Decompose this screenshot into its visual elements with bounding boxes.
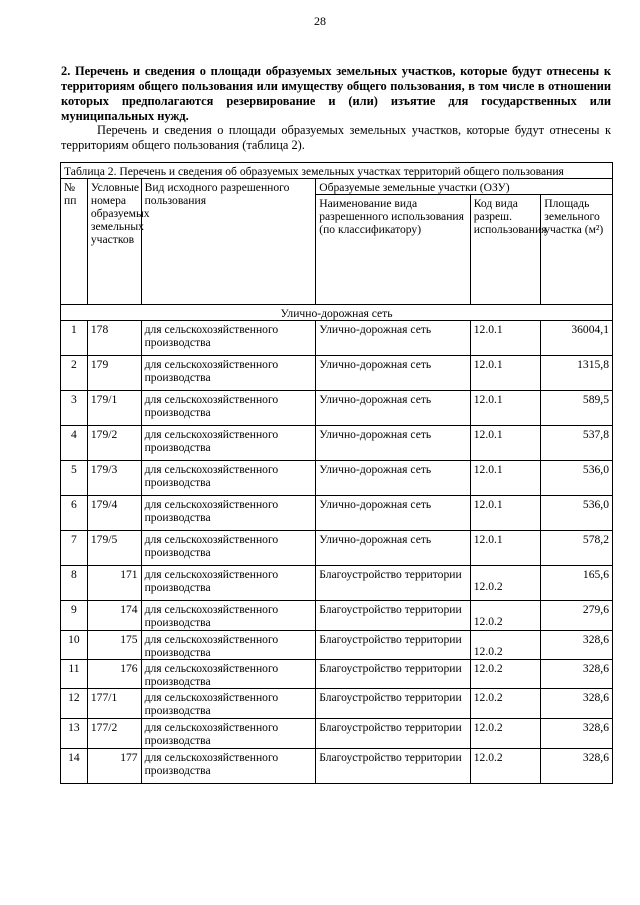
- initial-use-type: для сельскохозяйственного производства: [141, 749, 316, 784]
- use-type-code: [470, 601, 541, 631]
- use-type-name: Улично-дорожная сеть: [316, 391, 470, 426]
- plot-area: 1315,8: [541, 356, 613, 391]
- row-number: 12: [61, 689, 88, 719]
- section-heading: 2. Перечень и сведения о площади образуемых земельных участков, которые будут отнесены к территориям общего пользования или имуществу общего пользования, в том числе в отношении которых предполагаются резервирование и (или) изъятие для государственных или муниципальных нужд.: [61, 64, 611, 123]
- page-number: 28: [314, 14, 326, 28]
- plot-area: 328,6: [541, 719, 613, 749]
- table-row: [61, 566, 613, 601]
- conditional-number: 178: [87, 321, 141, 356]
- row-number: 4: [61, 426, 88, 461]
- initial-use-type: для сельскохозяйственного производства: [141, 426, 316, 461]
- plot-area: 36004,1: [541, 321, 613, 356]
- use-type-code: 12.0.1: [470, 461, 541, 496]
- table-caption-row: [61, 163, 613, 179]
- initial-use-type: для сельскохозяйственного производства: [141, 601, 316, 631]
- plot-area: 328,6: [541, 689, 613, 719]
- row-number: 10: [61, 631, 88, 660]
- table-row: [61, 660, 613, 689]
- conditional-number: 171: [87, 566, 141, 601]
- header-no: № пп: [61, 179, 88, 305]
- use-type-name: Улично-дорожная сеть: [316, 531, 470, 566]
- header-area: Площадь земельного участка (м²): [541, 195, 613, 305]
- table-row: [61, 531, 613, 566]
- row-number: 2: [61, 356, 88, 391]
- plot-area: 536,0: [541, 496, 613, 531]
- plot-area: 537,8: [541, 426, 613, 461]
- table-row: [61, 391, 613, 426]
- use-type-code: 12.0.2: [470, 660, 541, 689]
- use-type-code: 12.0.1: [470, 356, 541, 391]
- table-row: [61, 719, 613, 749]
- use-type-code-text: 12.0.2: [473, 615, 503, 628]
- row-number: 5: [61, 461, 88, 496]
- initial-use-type: для сельскохозяйственного производства: [141, 356, 316, 391]
- conditional-number: 176: [87, 660, 141, 689]
- use-type-name: Улично-дорожная сеть: [316, 356, 470, 391]
- plot-area: 578,2: [541, 531, 613, 566]
- initial-use-type: для сельскохозяйственного производства: [141, 461, 316, 496]
- conditional-number: 177/1: [87, 689, 141, 719]
- header-code: Код вида разреш. использования: [470, 195, 541, 305]
- conditional-number: 175: [87, 631, 141, 660]
- initial-use-type: для сельскохозяйственного производства: [141, 391, 316, 426]
- plot-area: 536,0: [541, 461, 613, 496]
- initial-use-type: для сельскохозяйственного производства: [141, 719, 316, 749]
- use-type-code: 12.0.1: [470, 531, 541, 566]
- use-type-name: Улично-дорожная сеть: [316, 321, 470, 356]
- plot-area: 328,6: [541, 749, 613, 784]
- initial-use-type: для сельскохозяйственного производства: [141, 566, 316, 601]
- use-type-name: Благоустройство территории: [316, 719, 470, 749]
- use-type-name: Благоустройство территории: [316, 566, 470, 601]
- conditional-number: 179/3: [87, 461, 141, 496]
- conditional-number: 179/1: [87, 391, 141, 426]
- table-row: [61, 496, 613, 531]
- use-type-code: 12.0.1: [470, 426, 541, 461]
- table-row: [61, 321, 613, 356]
- header-name: Наименование вида разрешенного использования (по классификатору): [316, 195, 470, 305]
- initial-use-type: для сельскохозяйственного производства: [141, 531, 316, 566]
- use-type-name: Благоустройство территории: [316, 601, 470, 631]
- table-row: [61, 356, 613, 391]
- table-caption: Таблица 2. Перечень и сведения об образуемых земельных участках территорий общего пользования: [61, 163, 613, 179]
- section-title: Улично-дорожная сеть: [61, 305, 613, 321]
- use-type-code: 12.0.2: [470, 749, 541, 784]
- use-type-code: 12.0.1: [470, 496, 541, 531]
- use-type-code: [470, 631, 541, 660]
- table-row: [61, 601, 613, 631]
- plot-area: 328,6: [541, 631, 613, 660]
- use-type-name: Благоустройство территории: [316, 689, 470, 719]
- section-row: [61, 305, 613, 321]
- row-number: 1: [61, 321, 88, 356]
- use-type-code-text: 12.0.2: [473, 580, 503, 593]
- use-type-code: 12.0.2: [470, 689, 541, 719]
- initial-use-type: для сельскохозяйственного производства: [141, 660, 316, 689]
- header-ozu: Образуемые земельные участки (ОЗУ): [316, 179, 613, 195]
- initial-use-type: для сельскохозяйственного производства: [141, 689, 316, 719]
- use-type-code: 12.0.1: [470, 321, 541, 356]
- conditional-number: 179/5: [87, 531, 141, 566]
- header-vid: Вид исходного разрешенного пользования: [141, 179, 316, 305]
- use-type-name: Благоустройство территории: [316, 631, 470, 660]
- table-row: [61, 461, 613, 496]
- conditional-number: 179/4: [87, 496, 141, 531]
- conditional-number: 179/2: [87, 426, 141, 461]
- plot-area: 328,6: [541, 660, 613, 689]
- use-type-name: Благоустройство территории: [316, 660, 470, 689]
- row-number: 11: [61, 660, 88, 689]
- use-type-code: 12.0.2: [470, 719, 541, 749]
- table-row: [61, 426, 613, 461]
- row-number: 6: [61, 496, 88, 531]
- row-number: 3: [61, 391, 88, 426]
- header-cond-numbers: Условные номера образуемых земельных участков: [87, 179, 141, 305]
- table-row: [61, 689, 613, 719]
- use-type-code: [470, 566, 541, 601]
- plot-area: 589,5: [541, 391, 613, 426]
- use-type-code: 12.0.1: [470, 391, 541, 426]
- table-row: [61, 749, 613, 784]
- conditional-number: 177/2: [87, 719, 141, 749]
- initial-use-type: для сельскохозяйственного производства: [141, 321, 316, 356]
- table-row: [61, 631, 613, 660]
- row-number: 9: [61, 601, 88, 631]
- initial-use-type: для сельскохозяйственного производства: [141, 496, 316, 531]
- conditional-number: 179: [87, 356, 141, 391]
- use-type-name: Улично-дорожная сеть: [316, 496, 470, 531]
- row-number: 13: [61, 719, 88, 749]
- row-number: 8: [61, 566, 88, 601]
- row-number: 14: [61, 749, 88, 784]
- conditional-number: 174: [87, 601, 141, 631]
- initial-use-type: для сельскохозяйственного производства: [141, 631, 316, 660]
- conditional-number: 177: [87, 749, 141, 784]
- plot-area: 165,6: [541, 566, 613, 601]
- intro-paragraph: Перечень и сведения о площади образуемых земельных участков, которые будут отнесены к территориям общего пользования (таблица 2).: [61, 123, 611, 152]
- use-type-name: Улично-дорожная сеть: [316, 461, 470, 496]
- plot-area: 279,6: [541, 601, 613, 631]
- land-plots-table: [60, 162, 613, 784]
- use-type-name: Улично-дорожная сеть: [316, 426, 470, 461]
- row-number: 7: [61, 531, 88, 566]
- table-header-row: [61, 179, 613, 195]
- use-type-code-text: 12.0.2: [473, 645, 503, 658]
- use-type-name: Благоустройство территории: [316, 749, 470, 784]
